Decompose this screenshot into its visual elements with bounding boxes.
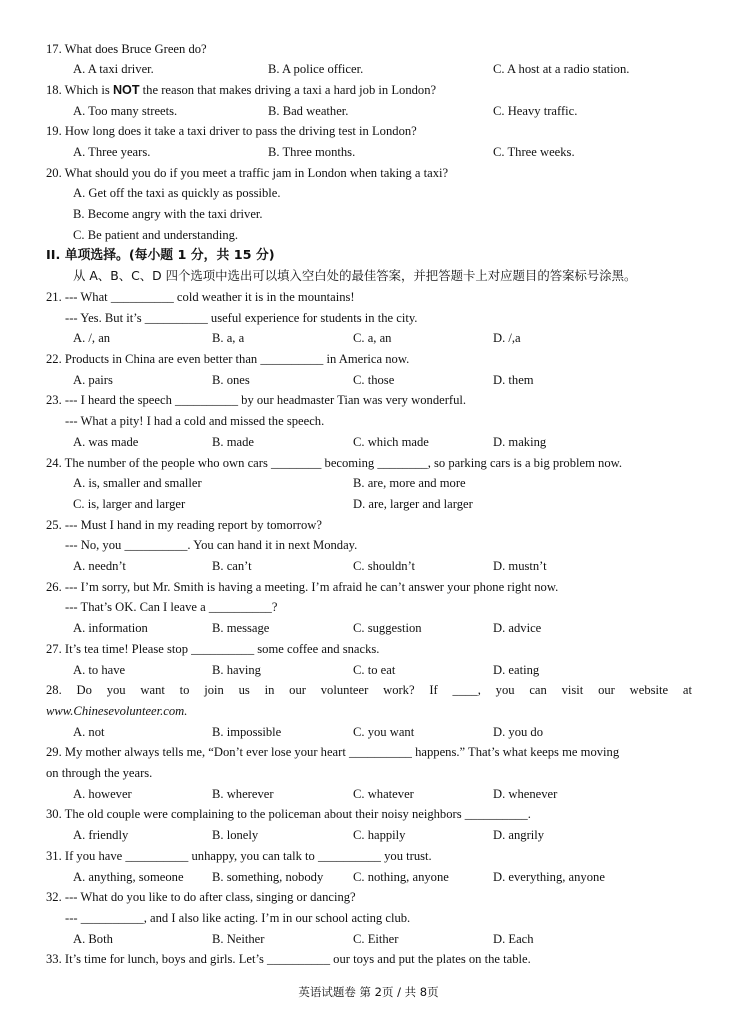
answer-option: B. impossible — [212, 724, 282, 739]
answer-option: C. Heavy traffic. — [493, 103, 578, 118]
text-line — [0, 577, 737, 598]
question-text: 31. If you have __________ unhappy, you can talk to __________ you trust. — [46, 848, 432, 863]
answer-option: C. whatever — [353, 786, 414, 801]
emphasis-not: NOT — [112, 82, 140, 97]
answer-option: C. A host at a radio station. — [493, 62, 630, 77]
question-text: 27. It’s tea time! Please stop __________ some coffee and snacks. — [46, 641, 380, 656]
question-text: 17. What does Bruce Green do? — [46, 41, 207, 56]
answer-option: C. those — [353, 372, 395, 387]
answer-option: D. whenever — [493, 786, 558, 801]
text-line — [0, 949, 737, 970]
answer-option: A. Get off the taxi as quickly as possible. — [73, 186, 281, 201]
question-text: II. 单项选择。(每小题 1 分，共 15 分) — [46, 247, 275, 263]
text-line — [0, 908, 737, 929]
answer-option: D. everything, anyone — [493, 869, 605, 884]
text-line — [0, 867, 737, 888]
text-line — [0, 929, 737, 950]
text-line — [0, 722, 737, 743]
answer-option: B. Three months. — [268, 145, 356, 159]
answer-option: C. which made — [353, 434, 429, 449]
answer-option: D. eating — [493, 662, 540, 677]
answer-option: A. was made — [73, 434, 139, 449]
text-line — [0, 432, 737, 453]
text-line — [0, 887, 737, 908]
answer-option: B. something, nobody — [212, 869, 324, 884]
answer-option: A. /, an — [73, 331, 111, 346]
question-text: 24. The number of the people who own cars ________ becoming ________, so parking cars is a big problem now. — [46, 455, 623, 470]
text-line — [0, 328, 737, 349]
text-line — [0, 204, 737, 225]
text-line — [0, 121, 737, 142]
answer-option: C. Either — [353, 931, 399, 946]
question-text: 30. The old couple were complaining to the policeman about their noisy neighbors __________. — [46, 807, 531, 822]
answer-option: B. wherever — [212, 786, 274, 801]
answer-option: C. suggestion — [353, 621, 422, 636]
text-line — [0, 494, 737, 515]
answer-option: B. A police officer. — [268, 62, 364, 77]
answer-option: D. them — [493, 372, 534, 387]
answer-option: C. a, an — [353, 331, 392, 346]
answer-option: A. A taxi driver. — [73, 62, 154, 77]
answer-option: B. can’t — [212, 559, 252, 573]
answer-option: D. you do — [493, 724, 544, 739]
text-line — [0, 101, 737, 122]
answer-option: A. friendly — [73, 828, 129, 843]
answer-option: A. not — [73, 724, 105, 739]
question-text: 32. --- What do you like to do after class, singing or dancing? — [46, 890, 356, 905]
answer-option: A. pairs — [73, 372, 113, 387]
answer-option: B. message — [212, 621, 270, 636]
answer-option: A. to have — [73, 662, 126, 677]
answer-option: A. however — [73, 786, 132, 801]
answer-option: B. Neither — [212, 931, 265, 946]
answer-option: B. ones — [212, 372, 250, 387]
answer-option: C. is, larger and larger — [73, 496, 186, 511]
text-line — [0, 701, 737, 722]
text-line — [0, 390, 737, 411]
answer-option: A. is, smaller and smaller — [73, 476, 202, 491]
question-text: 20. What should you do if you meet a traffic jam in London when taking a taxi? — [46, 165, 449, 180]
text-line — [0, 349, 737, 370]
answer-option: D. advice — [493, 621, 542, 636]
text-line — [0, 308, 737, 329]
question-text: 33. It’s time for lunch, boys and girls. Let’s __________ our toys and put the plates on the table. — [46, 952, 531, 967]
text-line — [0, 763, 737, 784]
text-line — [0, 225, 737, 246]
question-text: 25. --- Must I hand in my reading report by tomorrow? — [46, 517, 322, 532]
answer-option: D. Each — [493, 931, 534, 946]
question-text: --- What a pity! I had a cold and missed the speech. — [65, 414, 325, 429]
text-line — [0, 266, 737, 287]
text-line — [0, 742, 737, 763]
answer-option: B. a, a — [212, 331, 245, 346]
answer-option: B. lonely — [212, 828, 259, 843]
answer-option: A. needn’t — [73, 559, 126, 573]
text-line — [0, 183, 737, 204]
text-line — [0, 784, 737, 805]
question-text: --- Yes. But it’s __________ useful experience for students in the city. — [65, 310, 418, 325]
text-line — [0, 618, 737, 639]
answer-option: B. made — [212, 434, 254, 449]
answer-option: B. Become angry with the taxi driver. — [73, 207, 263, 222]
answer-option: A. Three years. — [73, 145, 151, 159]
question-text: 从 A、B、C、D 四个选项中选出可以填入空白处的最佳答案，并把答题卡上对应题目的答案标号涂黑。 — [73, 268, 637, 284]
answer-option: C. happily — [353, 828, 406, 843]
answer-option: B. are, more and more — [353, 476, 466, 491]
question-text: --- No, you __________. You can hand it in next Monday. — [65, 538, 358, 553]
text-line — [0, 473, 737, 494]
text-line — [0, 825, 737, 846]
question-text: 29. My mother always tells me, “Don’t ever lose your heart __________ happens.” That’s what keeps me moving — [46, 745, 620, 760]
text-line — [0, 556, 737, 577]
answer-option: C. Three weeks. — [493, 145, 575, 159]
answer-option: C. shouldn’t — [353, 559, 416, 573]
text-line — [0, 287, 737, 308]
text-line — [0, 80, 737, 101]
answer-option: A. Too many streets. — [73, 103, 178, 118]
text-line — [0, 39, 737, 60]
answer-option: B. having — [212, 662, 261, 677]
text-line — [0, 639, 737, 660]
question-text: --- That’s OK. Can I leave a __________? — [65, 600, 278, 615]
text-line — [0, 370, 737, 391]
text-line — [0, 453, 737, 474]
question-text: www.Chinesevolunteer.com. — [46, 703, 188, 718]
text-line — [0, 535, 737, 556]
text-line — [0, 59, 737, 80]
question-text: 23. --- I heard the speech __________ by our headmaster Tian was very wonderful. — [46, 393, 467, 408]
text-line — [0, 846, 737, 867]
question-text: --- __________, and I also like acting. I’m in our school acting club. — [65, 910, 411, 925]
text-line — [0, 515, 737, 536]
answer-option: D. angrily — [493, 828, 545, 843]
question-text: 19. How long does it take a taxi driver to pass the driving test in London? — [46, 124, 417, 139]
answer-option: D. making — [493, 434, 547, 449]
text-line — [0, 411, 737, 432]
question-text: 21. --- What __________ cold weather it is in the mountains! — [46, 289, 355, 304]
text-line — [0, 246, 737, 267]
text-line — [0, 163, 737, 184]
answer-option: A. information — [73, 621, 148, 636]
answer-option: A. anything, someone — [73, 869, 184, 884]
answer-option: C. nothing, anyone — [353, 869, 449, 884]
answer-option: C. Be patient and understanding. — [73, 227, 239, 242]
question-text: 22. Products in China are even better than __________ in America now. — [46, 352, 410, 366]
text-line — [0, 597, 737, 618]
text-line — [0, 680, 737, 701]
text-line — [0, 804, 737, 825]
page-footer: 英语试题卷 第 2页 / 共 8页 — [298, 985, 439, 999]
answer-option: C. you want — [353, 724, 415, 739]
answer-option: D. mustn’t — [493, 559, 547, 573]
answer-option: C. to eat — [353, 662, 396, 677]
question-text: 28. Do you want to join us in our volunteer work? If ____, you can visit our website at — [46, 683, 692, 698]
text-line — [0, 660, 737, 681]
answer-option: A. Both — [73, 931, 113, 946]
question-text: 18. Which is NOT the reason that makes driving a taxi a hard job in London? — [46, 82, 437, 97]
question-text: 26. --- I’m sorry, but Mr. Smith is having a meeting. I’m afraid he can’t answer your phone right now. — [46, 579, 559, 594]
answer-option: B. Bad weather. — [268, 103, 349, 118]
question-text: on through the years. — [46, 766, 153, 780]
answer-option: D. /,a — [493, 331, 521, 346]
answer-option: D. are, larger and larger — [353, 496, 473, 511]
text-line — [0, 142, 737, 163]
